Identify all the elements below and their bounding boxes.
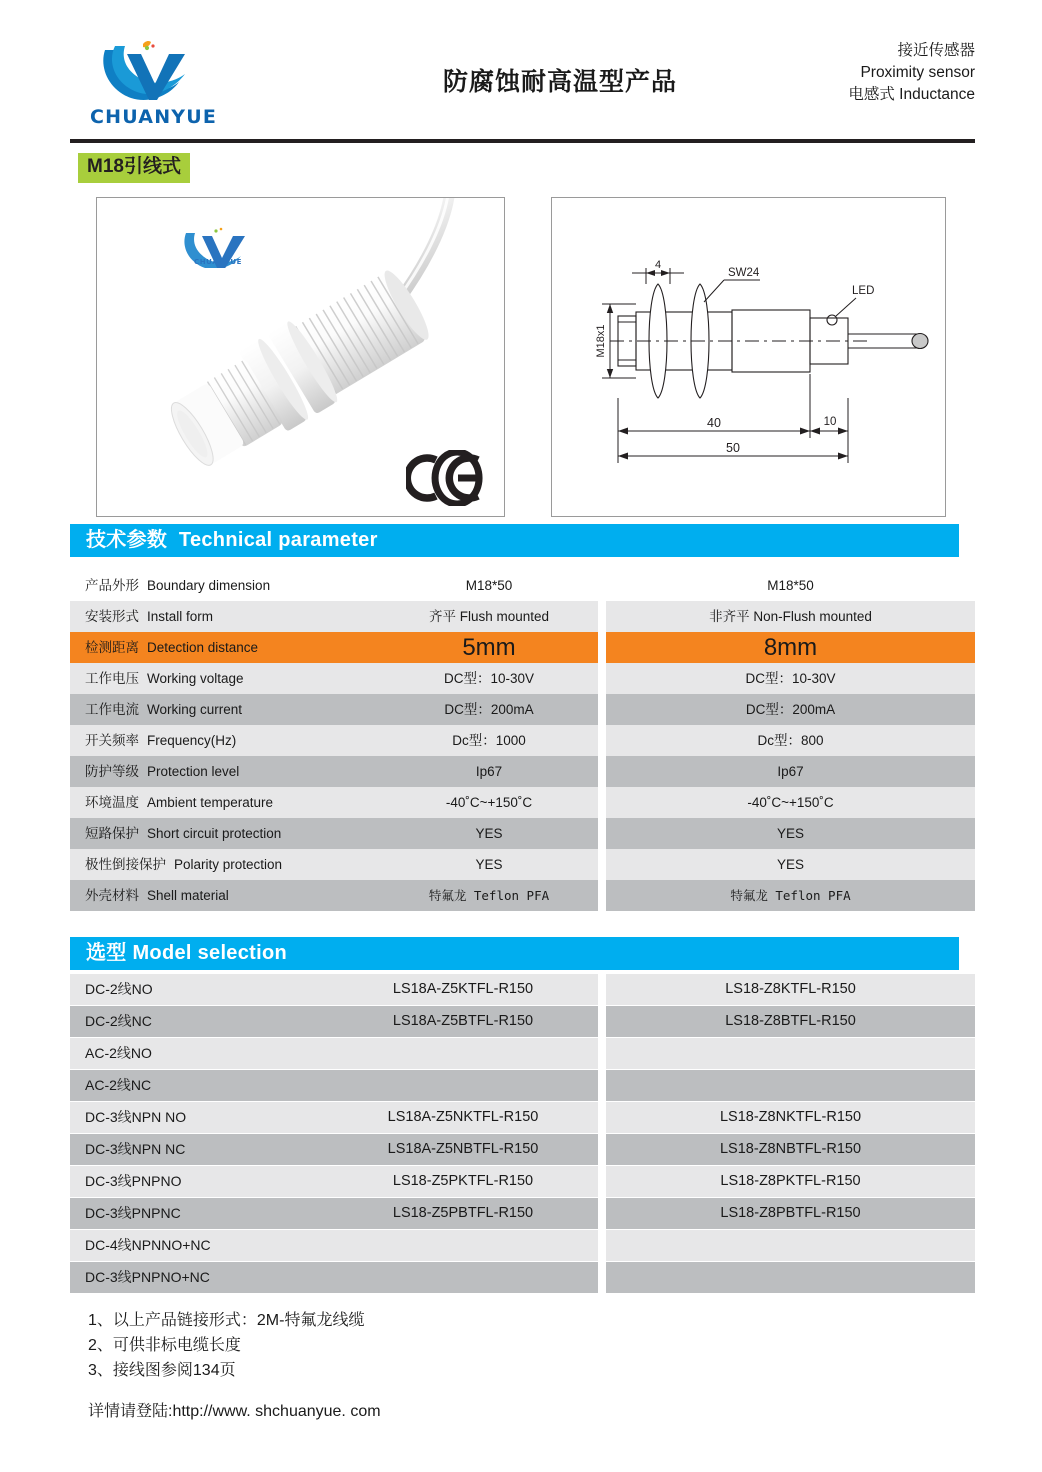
model-cell-flush <box>70 1134 598 1165</box>
tech-cell-nonflush <box>606 601 975 632</box>
product-photo-panel <box>96 197 505 517</box>
tech-row-label-en: Short circuit protection <box>147 826 282 841</box>
tech-table-row <box>70 663 975 694</box>
model-table-row <box>70 1262 975 1293</box>
tech-row-label-en: Ambient temperature <box>147 795 274 810</box>
tech-value-nonflush: DC型：200mA <box>745 702 836 717</box>
category-line-en: Proximity sensor <box>860 64 975 81</box>
dimension-drawing <box>552 198 945 516</box>
model-row-label: AC-2线NO <box>85 1045 152 1061</box>
model-table-row <box>70 1070 975 1101</box>
page-header <box>70 34 975 138</box>
tech-value-nonflush: Ip67 <box>777 764 804 779</box>
model-row-label: DC-3线NPN NC <box>85 1141 186 1157</box>
tech-row-label-cn: 工作电流 <box>85 702 139 717</box>
model-value-flush: LS18A-Z5KTFL-R150 <box>392 981 534 997</box>
tech-row-label-cn: 安装形式 <box>85 609 139 624</box>
tech-row-label-cn: 检测距离 <box>85 640 139 655</box>
tech-cell-flush <box>70 880 598 911</box>
model-table-row <box>70 1230 975 1261</box>
tech-row-label-en: Boundary dimension <box>147 578 271 593</box>
model-cell-flush <box>70 1262 598 1293</box>
tech-row-label-en: Working voltage <box>147 671 244 686</box>
model-table-row <box>70 1102 975 1133</box>
model-value-flush <box>328 1230 598 1261</box>
model-value-nonflush <box>606 1230 975 1261</box>
tech-row-label-en: Polarity protection <box>174 857 283 872</box>
tech-value-nonflush: Dc型：800 <box>757 733 824 748</box>
category-line-type: 电感式 Inductance <box>848 86 975 103</box>
model-header-en: Model selection <box>132 942 287 964</box>
tech-cell-nonflush <box>606 694 975 725</box>
tech-table-row <box>70 787 975 818</box>
tech-table-row <box>70 601 975 632</box>
model-cell-nonflush <box>606 1230 975 1261</box>
tech-value-nonflush: DC型：10-30V <box>745 671 836 686</box>
model-value-flush <box>328 1070 598 1101</box>
model-value-nonflush: LS18-Z8KTFL-R150 <box>725 981 856 997</box>
model-row-label: DC-3线NPN NO <box>85 1109 187 1125</box>
model-cell-nonflush <box>606 1134 975 1165</box>
note-line-1: 1、以上产品链接形式：2M-特氟龙线缆 <box>88 1312 365 1329</box>
tech-table-row <box>70 725 975 756</box>
model-table-row <box>70 1038 975 1069</box>
tech-cell-nonflush <box>606 849 975 880</box>
chuanyue-swoosh-logo-icon <box>93 38 203 108</box>
tech-row-label-en: Install form <box>147 609 214 624</box>
model-cell-flush <box>70 1198 598 1229</box>
tech-cell-flush <box>70 570 598 601</box>
tech-cell-nonflush <box>606 880 975 911</box>
model-cell-nonflush <box>606 1038 975 1069</box>
model-value-flush: LS18-Z5PKTFL-R150 <box>392 1173 534 1189</box>
model-row-label: DC-2线NO <box>85 981 153 997</box>
model-value-nonflush <box>606 1070 975 1101</box>
model-selection-header <box>70 937 959 970</box>
model-value-flush: LS18A-Z5BTFL-R150 <box>392 1013 534 1029</box>
model-cell-nonflush <box>606 1102 975 1133</box>
tech-cell-flush <box>70 818 598 849</box>
model-table-row <box>70 1198 975 1229</box>
dim-tip-label: 10 <box>823 416 837 428</box>
tech-value-nonflush: 非齐平 Non-Flush mounted <box>709 609 872 624</box>
model-value-nonflush <box>606 1038 975 1069</box>
tech-row-label-en: Detection distance <box>147 640 259 655</box>
model-cell-flush <box>70 1102 598 1133</box>
tech-cell-nonflush <box>606 725 975 756</box>
tech-value-nonflush: M18*50 <box>767 578 814 593</box>
ce-mark-icon <box>406 450 486 506</box>
wrench-size-label: SW24 <box>728 267 760 279</box>
tech-row-label-cn: 产品外形 <box>85 578 139 593</box>
model-cell-nonflush <box>606 974 975 1005</box>
tech-table-row <box>70 849 975 880</box>
model-value-nonflush: LS18-Z8BTFL-R150 <box>725 1013 856 1029</box>
brand-logo <box>88 38 218 138</box>
model-table-row <box>70 974 975 1005</box>
tech-table-row <box>70 570 975 601</box>
dim-thread-label: M18x1 <box>595 324 607 358</box>
watermark-text: CHUANYUE <box>193 258 243 266</box>
model-row-label: DC-4线NPNNO+NC <box>85 1237 211 1253</box>
header-product-category <box>715 40 975 106</box>
model-header-cn: 选型 <box>86 942 127 964</box>
tech-cell-flush <box>70 694 598 725</box>
tech-value-flush: YES <box>475 826 503 841</box>
tech-table-row <box>70 818 975 849</box>
model-value-flush <box>328 1038 598 1069</box>
tech-row-label-cn: 工作电压 <box>85 671 139 686</box>
section-tag: M18引线式 <box>78 153 190 183</box>
tech-row-label-cn: 外壳材料 <box>85 888 139 903</box>
model-row-label: DC-3线PNPNO <box>85 1173 182 1189</box>
tech-cell-nonflush <box>606 632 975 663</box>
model-value-nonflush: LS18-Z8NKTFL-R150 <box>719 1109 862 1125</box>
model-table-row <box>70 1166 975 1197</box>
tech-row-label-en: Shell material <box>147 888 229 903</box>
tech-table-row <box>70 632 975 663</box>
model-cell-flush <box>70 1038 598 1069</box>
dim-nut-width-label: 4 <box>654 259 662 271</box>
website-line: 详情请登陆:http://www. shchuanyue. com <box>88 1403 381 1420</box>
model-value-flush <box>328 1262 598 1293</box>
tech-cell-flush <box>70 725 598 756</box>
tech-value-flush: Ip67 <box>475 764 503 779</box>
note-line-3: 3、接线图参阅134页 <box>88 1362 236 1379</box>
dim-body-label: 40 <box>707 416 721 430</box>
model-value-nonflush: LS18-Z8PBTFL-R150 <box>720 1205 861 1221</box>
model-cell-nonflush <box>606 1198 975 1229</box>
tech-cell-nonflush <box>606 663 975 694</box>
model-row-label: DC-2线NC <box>85 1013 152 1029</box>
tech-table-row <box>70 694 975 725</box>
tech-value-flush: 特氟龙 Teflon PFA <box>428 888 550 903</box>
model-value-flush: LS18-Z5PBTFL-R150 <box>392 1205 534 1221</box>
footer-notes <box>88 1308 688 1383</box>
dim-total-label: 50 <box>726 441 740 455</box>
tech-value-nonflush: -40˚C~+150˚C <box>747 795 834 810</box>
tech-cell-nonflush <box>606 756 975 787</box>
tech-row-label-en: Working current <box>147 702 243 717</box>
category-line-cn: 接近传感器 <box>897 42 975 59</box>
tech-cell-nonflush <box>606 818 975 849</box>
tech-row-label-cn: 极性倒接保护 <box>85 857 166 872</box>
tech-value-nonflush: 8mm <box>763 634 818 661</box>
tech-row-label-en: Frequency(Hz) <box>147 733 237 748</box>
led-label: LED <box>852 285 875 297</box>
tech-table-row <box>70 756 975 787</box>
model-row-label: AC-2线NC <box>85 1077 152 1093</box>
model-table-row <box>70 1134 975 1165</box>
model-cell-flush <box>70 1006 598 1037</box>
tech-value-nonflush: 特氟龙 Teflon PFA <box>730 888 851 903</box>
tech-value-flush: M18*50 <box>465 578 513 593</box>
model-value-nonflush <box>606 1262 975 1293</box>
model-value-flush: LS18A-Z5NBTFL-R150 <box>387 1141 539 1157</box>
note-line-2: 2、可供非标电缆长度 <box>88 1337 241 1354</box>
model-cell-nonflush <box>606 1262 975 1293</box>
tech-cell-flush <box>70 663 598 694</box>
tech-cell-nonflush <box>606 787 975 818</box>
tech-value-flush: YES <box>475 857 503 872</box>
model-value-nonflush: LS18-Z8PKTFL-R150 <box>720 1173 861 1189</box>
tech-table-row <box>70 880 975 911</box>
model-cell-nonflush <box>606 1166 975 1197</box>
tech-row-label-cn: 开关频率 <box>85 733 139 748</box>
model-cell-flush <box>70 1070 598 1101</box>
header-divider <box>70 139 975 143</box>
model-cell-flush <box>70 1230 598 1261</box>
brand-wordmark: CHUANYUE <box>90 106 218 128</box>
page-title: 防腐蚀耐高温型产品 <box>442 68 677 96</box>
model-value-flush: LS18A-Z5NKTFL-R150 <box>387 1109 539 1125</box>
model-row-label: DC-3线PNPNC <box>85 1205 181 1221</box>
tech-cell-flush <box>70 601 598 632</box>
tech-value-flush: -40˚C~+150˚C <box>445 795 533 810</box>
model-cell-flush <box>70 1166 598 1197</box>
tech-cell-flush <box>70 787 598 818</box>
tech-value-flush: 5mm <box>462 634 516 661</box>
model-cell-flush <box>70 974 598 1005</box>
tech-value-flush: Dc型：1000 <box>452 733 526 748</box>
tech-value-nonflush: YES <box>776 826 804 841</box>
tech-parameter-header <box>70 524 959 557</box>
tech-value-flush: DC型：10-30V <box>443 671 535 686</box>
tech-cell-nonflush <box>606 570 975 601</box>
tech-value-flush: DC型：200mA <box>444 702 534 717</box>
model-cell-nonflush <box>606 1006 975 1037</box>
tech-header-cn: 技术参数 <box>86 529 168 551</box>
tech-cell-flush <box>70 849 598 880</box>
dimension-drawing-panel <box>551 197 946 517</box>
model-table-row <box>70 1006 975 1037</box>
tech-header-en: Technical parameter <box>178 529 378 551</box>
model-row-label: DC-3线PNPNO+NC <box>85 1269 210 1285</box>
tech-cell-flush <box>70 632 598 663</box>
tech-cell-flush <box>70 756 598 787</box>
tech-value-nonflush: YES <box>776 857 804 872</box>
model-cell-nonflush <box>606 1070 975 1101</box>
model-value-nonflush: LS18-Z8NBTFL-R150 <box>719 1141 862 1157</box>
tech-row-label-cn: 短路保护 <box>85 826 139 841</box>
tech-value-flush: 齐平 Flush mounted <box>428 609 550 624</box>
tech-row-label-en: Protection level <box>147 764 240 779</box>
tech-row-label-cn: 防护等级 <box>85 764 139 779</box>
tech-row-label-cn: 环境温度 <box>85 795 139 810</box>
